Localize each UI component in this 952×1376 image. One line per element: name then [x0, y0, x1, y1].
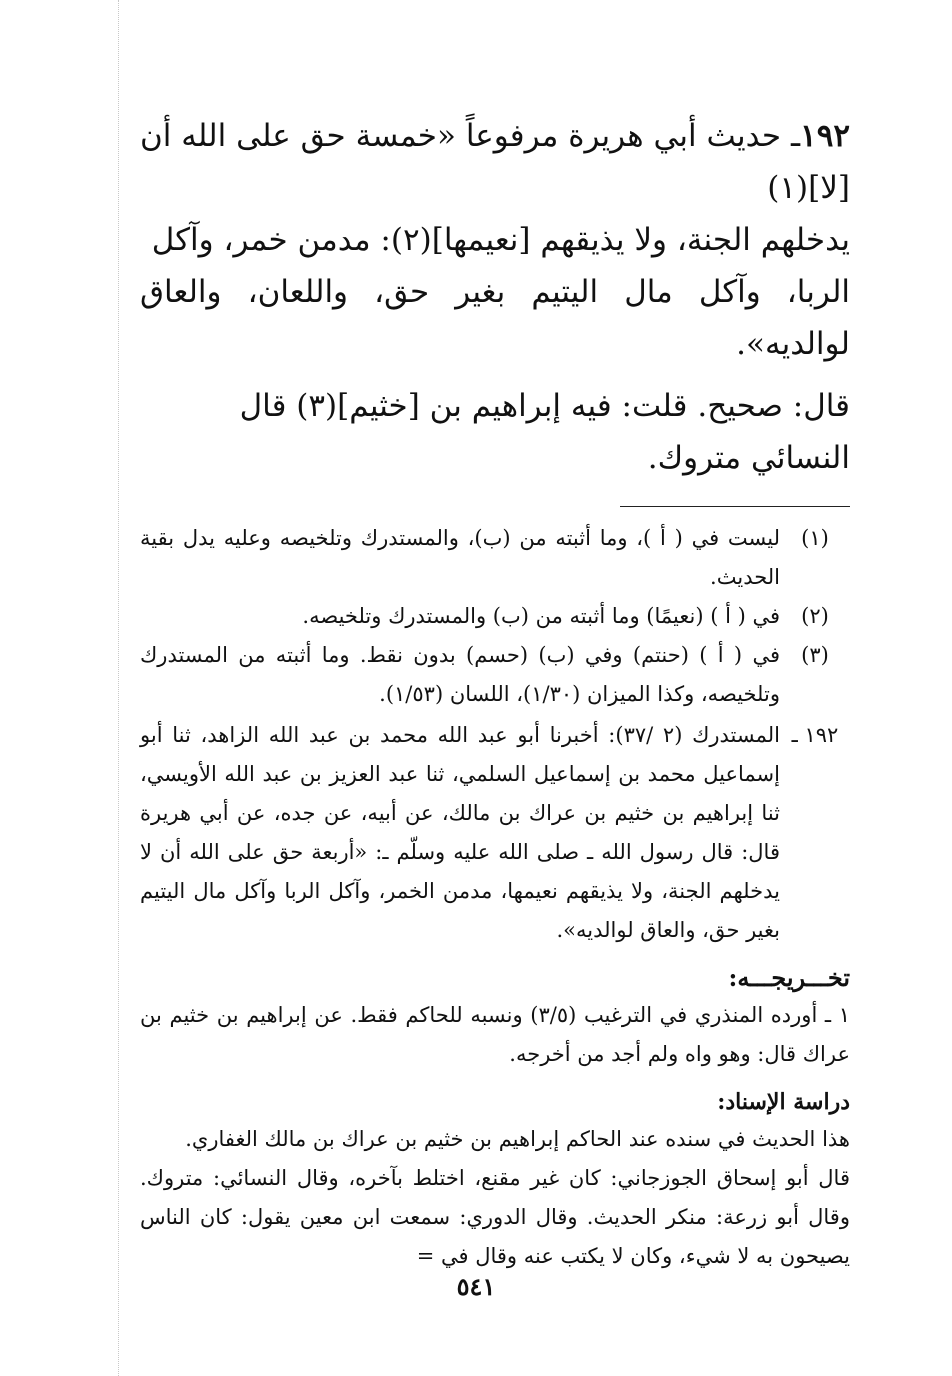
footnote-separator — [620, 506, 850, 507]
footnote-text: ليست في ( أ )، وما أثبته من (ب)، والمستدرك وتلخيصه وعليه يدل بقية الحديث. — [140, 526, 780, 589]
footnote-number: (٢) — [801, 604, 829, 628]
dirasa-paragraph-2: قال أبو إسحاق الجوزجاني: كان غير مقنع، اختلط بآخره، وقال النسائي: متروك. وقال أبو زرعة: منكر الحديث. وقال الدوري: سمعت ابن معين يقول: كان الناس يصيحون به لا شيء، وكان لا يكتب عنه وقال في = — [140, 1166, 850, 1268]
footnote-number: (٣) — [801, 643, 829, 667]
footnote-text: في ( أ ) (حنتم) وفي (ب) (حسم) بدون نقط. وما أثبته من المستدرك وتلخيصه، وكذا الميزان (١/٣٠)، اللسان (١/٥٣). — [140, 643, 780, 706]
hadith-line-5: النسائي متروك. — [647, 440, 850, 476]
takhrij-heading: تخـــريجـــه: — [728, 963, 850, 992]
page-number: ٥٤١ — [456, 1272, 496, 1301]
footnote — [140, 519, 850, 597]
dirasa-paragraph-1: هذا الحديث في سنده عند الحاكم إبراهيم بن خثيم بن عراك بن مالك الغفاري. — [185, 1127, 850, 1151]
footnote — [140, 597, 850, 636]
hadith-line-3: الربا، وآكل مال اليتيم بغير حق، واللعان، والعاق لوالديه». — [140, 274, 850, 362]
hadith-number: ١٩٢ — [800, 118, 850, 154]
footnote-text: في ( أ ) (نعيمًا) وما أثبته من (ب) والمستدرك وتلخيصه. — [302, 604, 780, 628]
takhrij-text: ١ ـ أورده المنذري في الترغيب (٣/٥) ونسبه للحاكم فقط. عن إبراهيم بن خثيم بن عراك قال: وهو واه ولم أجد من أخرجه. — [140, 1003, 850, 1066]
footnote — [140, 636, 850, 714]
binding-gutter-line — [118, 0, 119, 1376]
dirasa-heading: دراسة الإسناد: — [717, 1089, 850, 1115]
source-text: المستدرك (٢ /٣٧): أخبرنا أبو عبد الله محمد بن عبد الله الزاهد، ثنا أبو إسماعيل محمد بن إسماعيل السلمي، ثنا عبد العزيز بن عبد الله الأويسي، ثنا إبراهيم بن خثيم بن عراك بن مالك، عن أبيه، عن جده، عن أبي هريرة قال: قال رسول الله ـ صلى الله عليه وسلّم ـ: «أربعة حق على الله أن لا يدخلهم الجنة، ولا يذيقهم نعيمها، مدمن الخمر، وآكل الربا وآكل مال اليتيم بغير حق، والعاق لوالديه». — [140, 723, 780, 942]
page-content — [140, 110, 850, 1276]
hadith-line-1 — [140, 110, 850, 214]
main-hadith-block — [140, 110, 850, 484]
footnote-number: (١) — [801, 526, 829, 550]
hadith-line-4: قال: صحيح. قلت: فيه إبراهيم بن [خثيم](٣) قال — [239, 388, 850, 424]
source-number: ١٩٢ ـ — [791, 723, 839, 747]
hadith-line-2: يدخلهم الجنة، ولا يذيقهم [نعيمها](٢): مدمن خمر، وآكل — [151, 222, 850, 258]
hadith-text-1: ـ حديث أبي هريرة مرفوعاً «خمسة حق على الله أن [لا](١) — [140, 118, 850, 206]
source-entry — [140, 716, 850, 950]
